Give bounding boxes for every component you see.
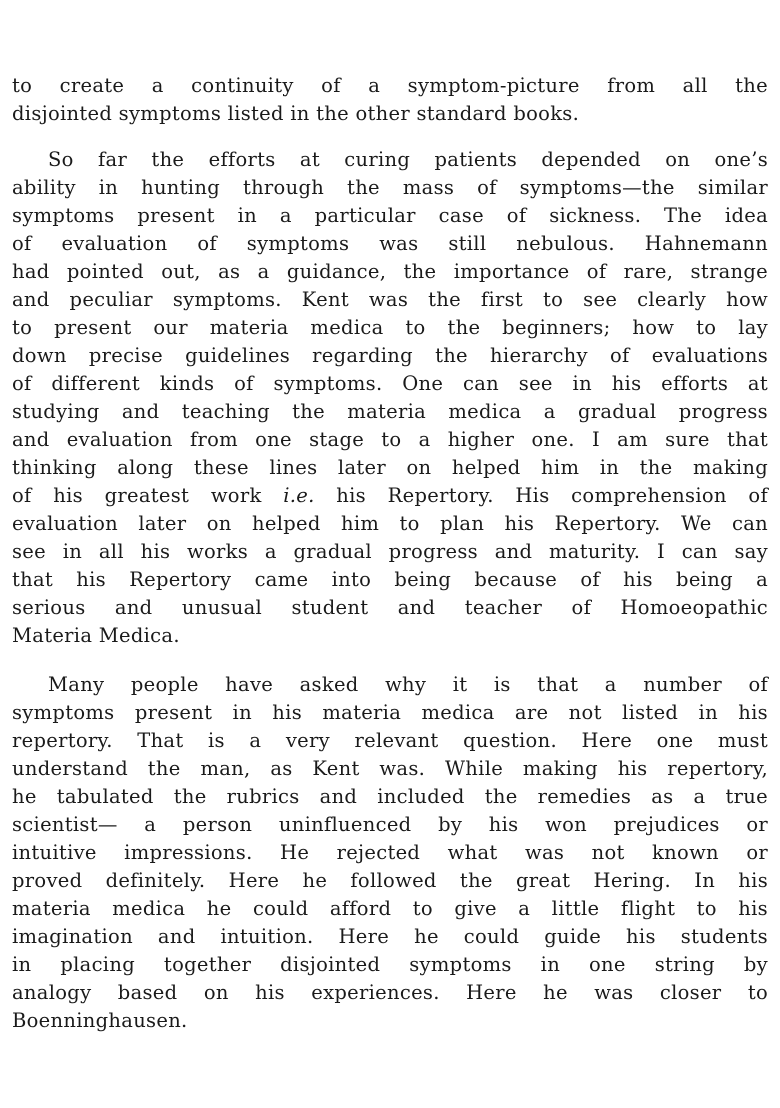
text-line: Boenninghausen. <box>12 1009 188 1032</box>
text-line: Materia Medica. <box>12 624 180 647</box>
text-line: of evaluation of symptoms was still nebulous. Hahnemann <box>12 232 768 255</box>
text-line: Many people have asked why it is that a number of <box>48 673 768 696</box>
text-line: in placing together disjointed symptoms in one string by <box>12 953 768 976</box>
text-line: intuitive impressions. He rejected what was not known or <box>12 841 768 864</box>
text-line: evaluation later on helped him to plan his Repertory. We can <box>12 512 768 535</box>
text-line: and evaluation from one stage to a higher one. I am sure that <box>12 428 768 451</box>
text-line: scientist— a person uninfluenced by his won prejudices or <box>12 813 768 836</box>
paragraph-1 <box>12 72 768 128</box>
text-line: analogy based on his experiences. Here he was closer to <box>12 981 768 1004</box>
text-line: understand the man, as Kent was. While making his repertory, <box>12 757 768 780</box>
text-line: of different kinds of symptoms. One can see in his efforts at <box>12 372 768 395</box>
text-line: down precise guidelines regarding the hierarchy of evaluations <box>12 344 768 367</box>
text-line: of his greatest work i.e. his Repertory. His comprehension of <box>12 484 768 507</box>
text-line: symptoms present in a particular case of sickness. The idea <box>12 204 768 227</box>
text-line: that his Repertory came into being because of his being a <box>12 568 768 591</box>
text-line: imagination and intuition. Here he could guide his students <box>12 925 768 948</box>
text-line: had pointed out, as a guidance, the importance of rare, strange <box>12 260 768 283</box>
text-line: he tabulated the rubrics and included the remedies as a true <box>12 785 768 808</box>
text-line: proved definitely. Here he followed the great Hering. In his <box>12 869 768 892</box>
text-line: see in all his works a gradual progress and maturity. I can say <box>12 540 768 563</box>
text-line: disjointed symptoms listed in the other standard books. <box>12 102 580 125</box>
text-line: thinking along these lines later on helped him in the making <box>12 456 768 479</box>
paragraph-3 <box>12 671 768 1035</box>
text-line: serious and unusual student and teacher of Homoeopathic <box>12 596 768 619</box>
text-line: to present our materia medica to the beginners; how to lay <box>12 316 768 339</box>
text-line: to create a continuity of a symptom-picture from all the <box>12 74 768 97</box>
text-line: studying and teaching the materia medica a gradual progress <box>12 400 768 423</box>
text-line: So far the efforts at curing patients depended on one’s <box>48 148 768 171</box>
text-line: ability in hunting through the mass of symptoms—the similar <box>12 176 768 199</box>
text-line: repertory. That is a very relevant question. Here one must <box>12 729 768 752</box>
text-line: and peculiar symptoms. Kent was the first to see clearly how <box>12 288 768 311</box>
text-line: symptoms present in his materia medica are not listed in his <box>12 701 768 724</box>
text-line: materia medica he could afford to give a little flight to his <box>12 897 768 920</box>
paragraph-2 <box>12 146 768 650</box>
